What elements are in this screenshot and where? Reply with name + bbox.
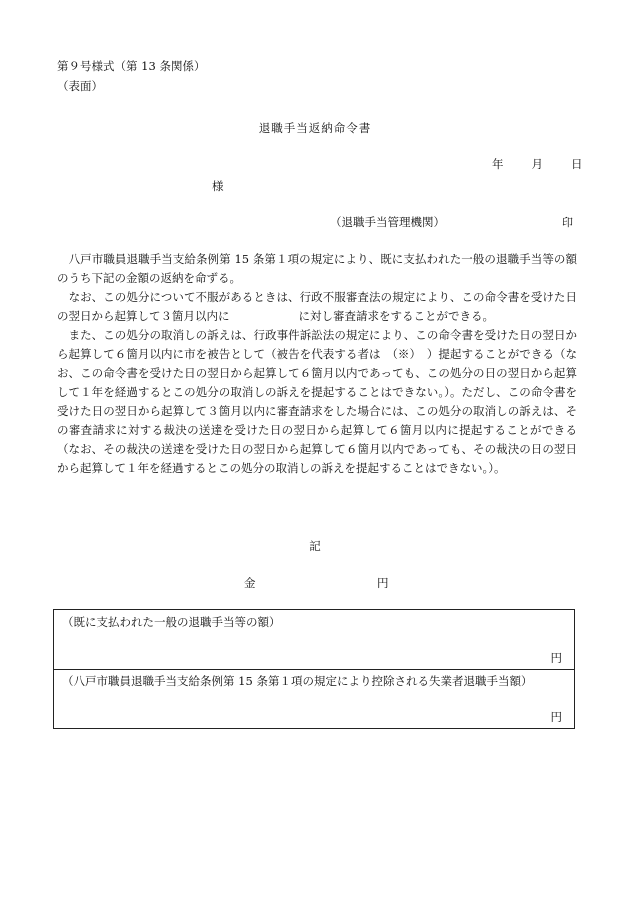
addressee-suffix: 様 bbox=[212, 179, 224, 193]
paragraph: また、この処分の取消しの訴えは、行政事件訴訟法の規定により、この命令書を受けた日の翌日から起算して６箇月以内に市を被告として（被告を代表する者は （※） ）提起することができる（なお、この命令書を受けた日の翌日から起算して６箇月以内であっても、この処分の日の翌日から起算して１年を経過するとこの処分の取消しの訴えを提起することはできない。）。ただし、この命令書を受けた日の翌日から起算して３箇月以内に審査請求をした場合には、この処分の取消しの訴えは、その審査請求に対する裁決の送達を受けた日の翌日から起算して６箇月以内に提起することができる（なお、その裁決の送達を受けた日の翌日から起算して６箇月以内であっても、その裁決の日の翌日から起算して１年を経過するとこの処分の取消しの訴えを提起することはできない。）。 bbox=[57, 328, 578, 475]
seal-mark: 印 bbox=[562, 216, 573, 229]
paragraph: なお、この処分について不服があるときは、行政不服審査法の規定により、この命令書を受けた日の翌日から起算して３箇月以内に に対し審査請求をすることができる。 bbox=[57, 290, 577, 323]
date-month: 月 bbox=[531, 157, 543, 171]
issuer-agency: （退職手当管理機関） bbox=[330, 215, 445, 229]
row-unit: 円 bbox=[550, 710, 562, 724]
form-number: 第９号様式（第 13 条関係） bbox=[57, 59, 206, 73]
amount-prefix: 金 bbox=[244, 576, 256, 590]
date-line bbox=[492, 156, 583, 172]
row-label: （既に支払われた一般の退職手当等の額） bbox=[62, 615, 281, 629]
body-text bbox=[57, 250, 577, 478]
paragraph: 八戸市職員退職手当支給条例第 15 条第１項の規定により、既に支払われた一般の退職手当等の額のうち下記の金額の返納を命ずる。 bbox=[57, 252, 577, 285]
document-title: 退職手当返納命令書 bbox=[258, 121, 372, 135]
amount-table bbox=[53, 609, 575, 729]
face-label: （表面） bbox=[57, 79, 103, 93]
table-row bbox=[54, 610, 574, 670]
amount-unit: 円 bbox=[377, 576, 389, 590]
table-row bbox=[54, 669, 574, 728]
date-day: 日 bbox=[571, 157, 583, 171]
record-heading: 記 bbox=[309, 539, 321, 553]
row-unit: 円 bbox=[550, 651, 562, 665]
date-year: 年 bbox=[492, 157, 504, 171]
row-label: （八戸市職員退職手当支給条例第 15 条第１項の規定により控除される失業者退職手当額） bbox=[62, 674, 533, 688]
